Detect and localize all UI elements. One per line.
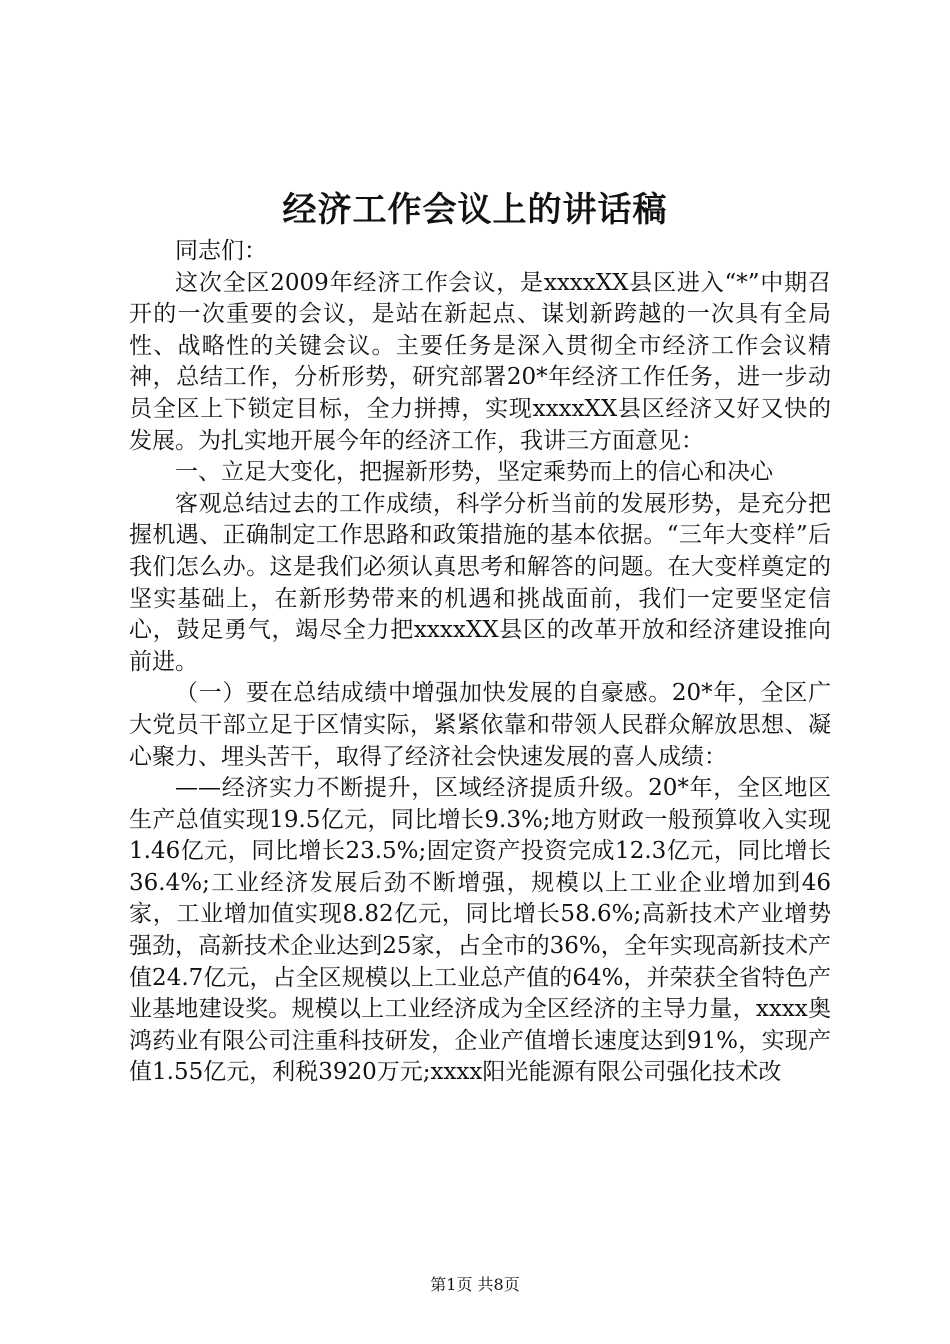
document-title: 经济工作会议上的讲话稿 [282,190,668,230]
intro-paragraph: 这次全区2009年经济工作会议，是xxxxXX县区进入“*”中期召开的一次重要的会议，是站在新起点、谋划新跨越的一次具有全局性、战略性的关键会议。主要任务是深入贯彻全市经济工作会议精神，总结工作，分析形势，研究部署20*年经济工作任务，进一步动员全区上下锁定目标，全力拼搏，实现xxxxXX县区经济又好又快的发展。为扎实地开展今年的经济工作，我讲三方面意见： [129,269,831,454]
section-heading-1: 一、立足大变化，把握新形势，坚定乘势而上的信心和决心 [175,459,773,486]
economy-paragraph: ——经济实力不断提升，区域经济提质升级。20*年，全区地区生产总值实现19.5亿元，同比增长9.3%;地方财政一般预算收入实现1.46亿元，同比增长23.5%;固定资产投资完成12.3亿元，同比增长36.4%;工业经济发展后劲不断增强，规模以上工业企业增加到46家，工业增加值实现8.82亿元，同比增长58.6%;高新技术产业增势强劲，高新技术企业达到25家，占全市的36%，全年实现高新技术产值24.7亿元，占全区规模以上工业总产值的64%，并荣获全省特色产业基地建设奖。规模以上工业经济成为全区经济的主导力量，xxxx奥鸿药业有限公司注重科技研发，企业产值增长速度达到91%，实现产值1.55亿元，利税3920万元;xxxx阳光能源有限公司强化技术改 [129,775,831,1086]
subsection-paragraph-1: （一）要在总结成绩中增强加快发展的自豪感。20*年，全区广大党员干部立足于区情实际，紧紧依靠和带领人民群众解放思想、凝心聚力、埋头苦干，取得了经济社会快速发展的喜人成绩： [129,680,831,770]
salutation-paragraph: 同志们： [175,238,267,264]
document-body [129,236,831,1089]
page-footer: 第1页 共8页 [430,1275,520,1294]
body-paragraph: 客观总结过去的工作成绩，科学分析当前的发展形势，是充分把握机遇、正确制定工作思路和政策措施的基本依据。“三年大变样”后我们怎么办。这是我们必须认真思考和解答的问题。在大变样奠定的坚实基础上，在新形势带来的机遇和挑战面前，我们一定要坚定信心，鼓足勇气，竭尽全力把xxxxXX县区的改革开放和经济建设推向前进。 [129,490,831,675]
